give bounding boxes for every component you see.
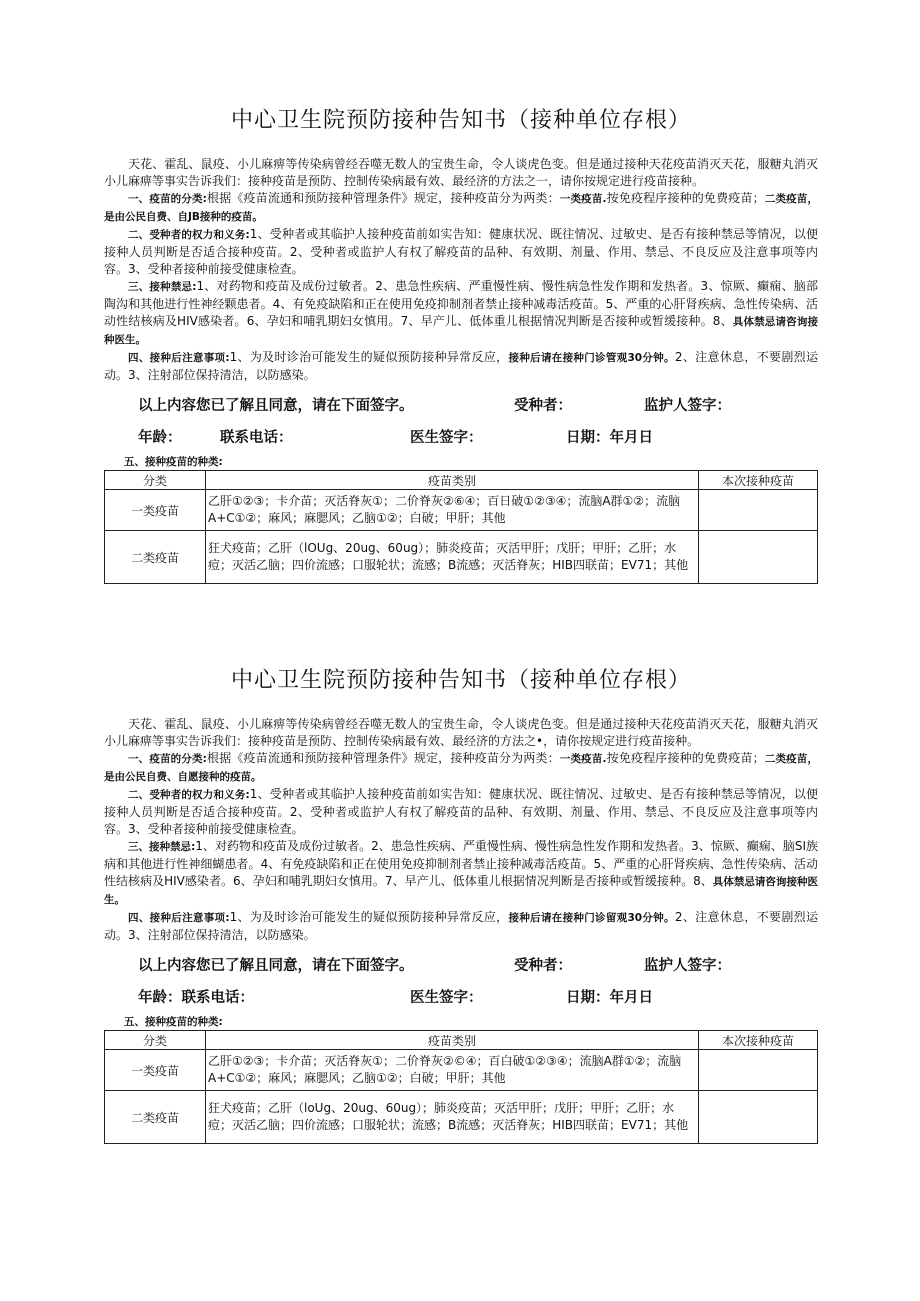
table-row bbox=[105, 1091, 818, 1144]
table-row bbox=[105, 531, 818, 584]
info-row bbox=[104, 420, 818, 450]
section-3 bbox=[104, 278, 818, 349]
row-category: 二类疫苗 bbox=[105, 1091, 206, 1144]
vaccine-table bbox=[104, 1030, 818, 1144]
section-4 bbox=[104, 349, 818, 384]
form-title: 中心卫生院预防接种告知书（接种单位存根） bbox=[230, 108, 691, 133]
section-3 bbox=[104, 838, 818, 909]
section-2 bbox=[104, 786, 818, 838]
section-1 bbox=[104, 750, 818, 786]
intro-paragraph: 天花、霍乱、鼠疫、小儿麻痹等传染病曾经吞噬无数人的宝贵生命，令人谈虎色变。但是通过接种天花疫苗消灭天花，服糖丸消灭小儿麻痹等事实告诉我们：接种疫苗是预防、控制传染病最有效、最经济的方法之•，请你按规定进行疫苗接种。 bbox=[104, 717, 818, 748]
row-current-vaccine[interactable] bbox=[699, 531, 818, 584]
consent-statement: 以上内容您已了解且同意，请在下面签字。 bbox=[138, 398, 414, 414]
table-header-row bbox=[105, 471, 818, 490]
row-current-vaccine[interactable] bbox=[699, 1050, 818, 1091]
section-1-note: 一类疫苗. bbox=[559, 193, 607, 205]
notice-form-1 bbox=[104, 104, 818, 584]
section-4-text: 1、为及时诊治可能发生的疑似预防接种异常反应， bbox=[229, 350, 509, 364]
row-vaccines: 狂犬疫苗；乙肝（loUg、20ug、60ug）；肺炎疫苗；灭活甲肝；戊肝；甲肝；乙肝；水痘；灭活乙脑；四价流感；口服轮状；流感；B流感；灭活脊灰；HIB四联苗；EV71；其他 bbox=[206, 1091, 699, 1144]
section-4-note: 接种后请在接种门诊留观30分钟。 bbox=[508, 912, 675, 924]
section-4-heading: 四、接种后注意事项: bbox=[128, 912, 230, 924]
section-1-heading: 一、疫苗的分类: bbox=[128, 193, 207, 205]
section-1-text: 根据《疫苗流通和预防接种管理条件》规定，接种疫苗分为两类： bbox=[206, 751, 560, 765]
section-2-text: 1、受种者或其临护人接种疫苗前如实告知：健康状况、既往情况、过敏史、是否有接种禁忌等情况，以便接种人员判断是否适合接种疫苗。2、受种者或监护人有权了解疫苗的品种、有效期、剂量、作用、禁忌、不良反应及注意事项等内容。3、受种者接种前接受健康检查。 bbox=[104, 227, 819, 276]
guardian-signature-label: 监护人签字： bbox=[644, 398, 731, 414]
section-4-text: 1、为及时诊治可能发生的疑似预防接种异常反应， bbox=[229, 910, 509, 924]
header-category: 分类 bbox=[105, 1031, 206, 1050]
section-4-note: 接种后请在接种门诊管观30分钟。 bbox=[508, 352, 675, 364]
header-vaccine-types: 疫苗类别 bbox=[206, 1031, 699, 1050]
row-vaccines: 乙肝①②③；卡介苗；灭活脊灰①；二价脊灰②©④；百白破①②③④；流脑A群①②；流脑A+C①②；麻风；麻腮风；乙脑①②；白破；甲肝；其他 bbox=[206, 1050, 699, 1091]
section-3-note: 具体禁忌请咨询接种医生。 bbox=[104, 316, 819, 346]
section-4-text2: 2、注意休息，不要剧烈运动。3、注射部位保持清洁，以防感染。 bbox=[104, 910, 818, 942]
section-3-text: 1、对药物和疫苗及成份过敏者。2、患急性疾病、严重慢性病、慢性病急性发作期和发热者。3、惊厥、癫痫、脑部陶沟和其他进行性神经颗患者。4、有免疫缺陷和正在使用免疫抑制剂者禁止接种减毒活疫苗。5、严重的心肝肾疾病、急性传染病、活动性结核病及HIV感染者。6、孕妇和哺乳期妇女慎用。7、早产儿、低体重儿根据情况判断是否接种或暂缓接种。8、 bbox=[104, 279, 818, 328]
section-3-heading: 三、接种禁忌: bbox=[128, 281, 197, 293]
header-current-vaccine: 本次接种疫苗 bbox=[699, 1031, 818, 1050]
section-3-text: 1、对药物和疫苗及成份过敏者。2、患急性疾病、严重慢性病、慢性病急性发作期和发热者。3、惊厥、癫痫、脑SI族病和其他进行性神细蝴患者。4、有免疫缺陷和正在使用免疫抑制剂者禁止接种减毒活疫苗。5、严重的心肝肾疾病、急性传染病、活动性结核病及HIV感染者。6、孕妇和哺乳期妇女慎用。7、早产儿、低体重儿根据情况判断是否接种或暂缓接种。8、 bbox=[104, 839, 818, 888]
phone-label: 联系电话： bbox=[220, 430, 293, 446]
notice-form-2 bbox=[104, 664, 818, 1144]
form-title: 中心卫生院预防接种告知书（接种单位存根） bbox=[230, 668, 691, 693]
header-category: 分类 bbox=[105, 471, 206, 490]
date-label: 日期：年月日 bbox=[566, 990, 653, 1006]
section-2-heading: 二、受种者的权力和义务: bbox=[128, 789, 250, 801]
section-1-text2: 按免疫程序接种的免费疫苗； bbox=[606, 751, 765, 765]
section-4-heading: 四、接种后注意事项: bbox=[128, 352, 230, 364]
section-1-note: 一类疫苗. bbox=[559, 753, 607, 765]
vaccine-table bbox=[104, 470, 818, 584]
section-2-heading: 二、受种者的权力和义务: bbox=[128, 229, 250, 241]
age-label: 年龄： bbox=[138, 430, 182, 446]
row-current-vaccine[interactable] bbox=[699, 490, 818, 531]
date-label: 日期：年月日 bbox=[566, 430, 653, 446]
section-1-heading: 一、疫苗的分类: bbox=[128, 753, 207, 765]
table-row bbox=[105, 1050, 818, 1091]
row-category: 一类疫苗 bbox=[105, 490, 206, 531]
row-category: 二类疫苗 bbox=[105, 531, 206, 584]
section-2-text: 1、受种者或其临护人接种疫苗前如实告知：健康状况、既往情况、过敏史、是否有接种禁忌等情况，以便接种人员判断是否适合接种疫苗。2、受种者或监护人有权了解疫苗的品种、有效期、剂量、作用、禁忌、不良反应及注意事项等内容。3、受种者接种前接受健康检查。 bbox=[104, 787, 819, 836]
table-row bbox=[105, 490, 818, 531]
section-1-text2: 按免疫程序接种的免费疫苗； bbox=[606, 191, 765, 205]
header-vaccine-types: 疫苗类别 bbox=[206, 471, 699, 490]
signature-row bbox=[104, 948, 818, 978]
section-5-heading: 五、接种疫苗的种类: bbox=[124, 1016, 223, 1028]
doctor-signature-label: 医生签字： bbox=[410, 990, 483, 1006]
signature-row bbox=[104, 388, 818, 418]
section-1-note2: 二类疫苗，是由公民自费、自愿接种的疫苗。 bbox=[104, 753, 818, 783]
section-4 bbox=[104, 909, 818, 944]
section-1 bbox=[104, 190, 818, 226]
section-1-text: 根据《疫苗流通和预防接种管理条件》规定，接种疫苗分为两类： bbox=[206, 191, 560, 205]
doctor-signature-label: 医生签字： bbox=[410, 430, 483, 446]
table-header-row bbox=[105, 1031, 818, 1050]
row-category: 一类疫苗 bbox=[105, 1050, 206, 1091]
guardian-signature-label: 监护人签字： bbox=[644, 958, 731, 974]
section-2 bbox=[104, 226, 818, 278]
section-4-text2: 2、注意休息，不要剧烈运动。3、注射部位保持清洁，以防感染。 bbox=[104, 350, 818, 382]
info-row bbox=[104, 980, 818, 1010]
row-vaccines: 狂犬疫苗；乙肝（lOUg、20ug、60ug）；肺炎疫苗；灭活甲肝；戊肝；甲肝；乙肝；水痘；灭活乙脑；四价流感；口服轮状；流感；B流感；灭活脊灰；HIB四联苗；EV71；其他 bbox=[206, 531, 699, 584]
row-current-vaccine[interactable] bbox=[699, 1091, 818, 1144]
section-3-note: 具体禁忌请咨询接种医生。 bbox=[104, 876, 818, 906]
receiver-signature-label: 受种者： bbox=[514, 958, 572, 974]
age-phone-label: 年龄：联系电话： bbox=[138, 990, 254, 1006]
header-current-vaccine: 本次接种疫苗 bbox=[699, 471, 818, 490]
consent-statement: 以上内容您已了解且同意，请在下面签字。 bbox=[138, 958, 414, 974]
receiver-signature-label: 受种者： bbox=[514, 398, 572, 414]
section-3-heading: 三、接种禁忌: bbox=[128, 841, 196, 853]
intro-paragraph: 天花、霍乱、鼠疫、小儿麻痹等传染病曾经吞噬无数人的宝贵生命，令人谈虎色变。但是通过接种天花疫苗消灭天花，服糖丸消灭小儿麻痹等事实告诉我们：接种疫苗是预防、控制传染病最有效、最经济的方法之一，请你按规定进行疫苗接种。 bbox=[104, 157, 818, 188]
section-1-note2: 二类疫苗，是由公民自费、自JB接种的疫苗。 bbox=[104, 193, 818, 223]
section-5-heading: 五、接种疫苗的种类: bbox=[124, 456, 223, 468]
row-vaccines: 乙肝①②③；卡介苗；灭活脊灰①；二价脊灰②⑥④；百日破①②③④；流脑A群①②；流脑A+C①②；麻风；麻腮风；乙脑①②；白破；甲肝；其他 bbox=[206, 490, 699, 531]
